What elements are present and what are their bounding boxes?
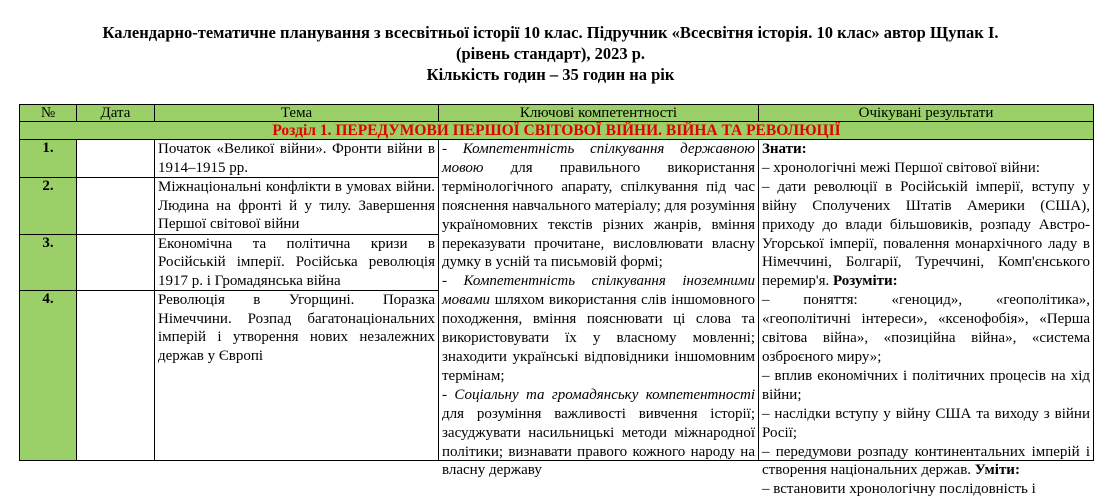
header-results: Очікувані результати	[759, 105, 1094, 122]
understand-item: – передумови розпаду континентальних імперій і створення національних держав.	[762, 443, 1090, 479]
header-competencies: Ключові компетентності	[439, 105, 759, 122]
lesson-number: 4.	[20, 291, 77, 461]
competency-3-text: для розуміння важливості вивчення історії; засуджувати насильницькі методи міжнародної політики; визнавати правого кожного народу на власну державу	[442, 405, 755, 479]
lesson-date	[77, 178, 155, 235]
can-label: Уміти:	[974, 462, 1020, 479]
competency-1-text: для правильного використання термінологічного апарату, спілкування під час пояснення навчального матеріалу; для розуміння україномовних текстів різних жанрів, вміння переказувати прочитане, висловлювати власну думку в усній та письмовій формі;	[442, 159, 755, 271]
lesson-date	[77, 291, 155, 461]
know-label: Знати:	[762, 141, 807, 157]
lesson-number: 2.	[20, 178, 77, 235]
competencies-cell	[439, 140, 759, 479]
title-line-3: Кількість годин – 35 годин на рік	[426, 65, 675, 84]
know-item: – хронологічні межі Першої світової війни:	[762, 159, 1040, 176]
lesson-topic: Міжнаціональні конфлікти в умовах війни. Людина на фронті й у тилу. Завершення Першої світової війни	[155, 178, 439, 235]
competency-2-text: шляхом використання слів іншомовного походження, вміння пояснювати ці слова та використовувати їх у власному мовленні; знаходити українські відповідники іншомовним термінам;	[442, 292, 756, 384]
understand-item: – наслідки вступу у війну США та виходу з війни Росії;	[762, 405, 1090, 441]
document-title	[0, 22, 1101, 85]
lesson-date	[77, 234, 155, 291]
title-line-2: (рівень стандарт), 2023 р.	[455, 44, 646, 63]
title-line-1: Календарно-тематичне планування з всесвітньої історії 10 клас. Підручник «Всесвітня історія. 10 клас» автор Щупак І.	[102, 23, 999, 42]
competency-3-title: - Соціальну та громадянську компетентності	[442, 386, 755, 403]
competency-1-title: - Компетентність спілкування державною мовою	[442, 141, 755, 176]
can-item: – встановити хронологічну послідовність і	[762, 481, 1036, 498]
section-title: Розділ 1. ПЕРЕДУМОВИ ПЕРШОЇ СВІТОВОЇ ВІЙНИ. ВІЙНА ТА РЕВОЛЮЦІЇ	[20, 122, 1094, 140]
lesson-topic: Початок «Великої війни». Фронти війни в 1914–1915 рр.	[155, 140, 439, 178]
competency-2-title: - Компетентність спілкування іноземними мовами	[442, 273, 755, 309]
planning-table	[19, 104, 1094, 498]
table-row	[20, 140, 1094, 178]
table-header-row	[20, 105, 1094, 122]
lesson-number: 3.	[20, 234, 77, 291]
header-number: №	[20, 105, 77, 122]
understand-label: Розуміти:	[832, 273, 898, 290]
header-topic: Тема	[155, 105, 439, 122]
lesson-topic: Революція в Угорщині. Поразка Німеччини. Розпад багатонаціональних імперій і утворення нових незалежних держав у Європі	[155, 291, 439, 461]
results-cell	[759, 140, 1094, 498]
understand-item: – поняття: «геноцид», «геополітика», «геополітичні інтереси», «ксенофобія», «Перша світова війна», «позиційна війна», «система озброєного миру»;	[762, 292, 1090, 365]
section-row	[20, 122, 1094, 140]
know-item: – дати революції в Російській імперії, вступу у війну Сполучених Штатів Америки (США), приходу до влади більшовиків, розпаду Австро-Угорської імперії, повалення монархічного ладу в Німеччині, Болгарії, Туреччині, Комп'єнського перемир'я.	[762, 178, 1090, 290]
understand-item: – вплив економічних і політичних процесів на хід війни;	[762, 367, 1090, 403]
lesson-topic: Економічна та політична кризи в Російській імперії. Російська революція 1917 р. і Громадянська війна	[155, 234, 439, 291]
header-date: Дата	[77, 105, 155, 122]
lesson-number: 1.	[20, 140, 77, 178]
lesson-date	[77, 140, 155, 178]
